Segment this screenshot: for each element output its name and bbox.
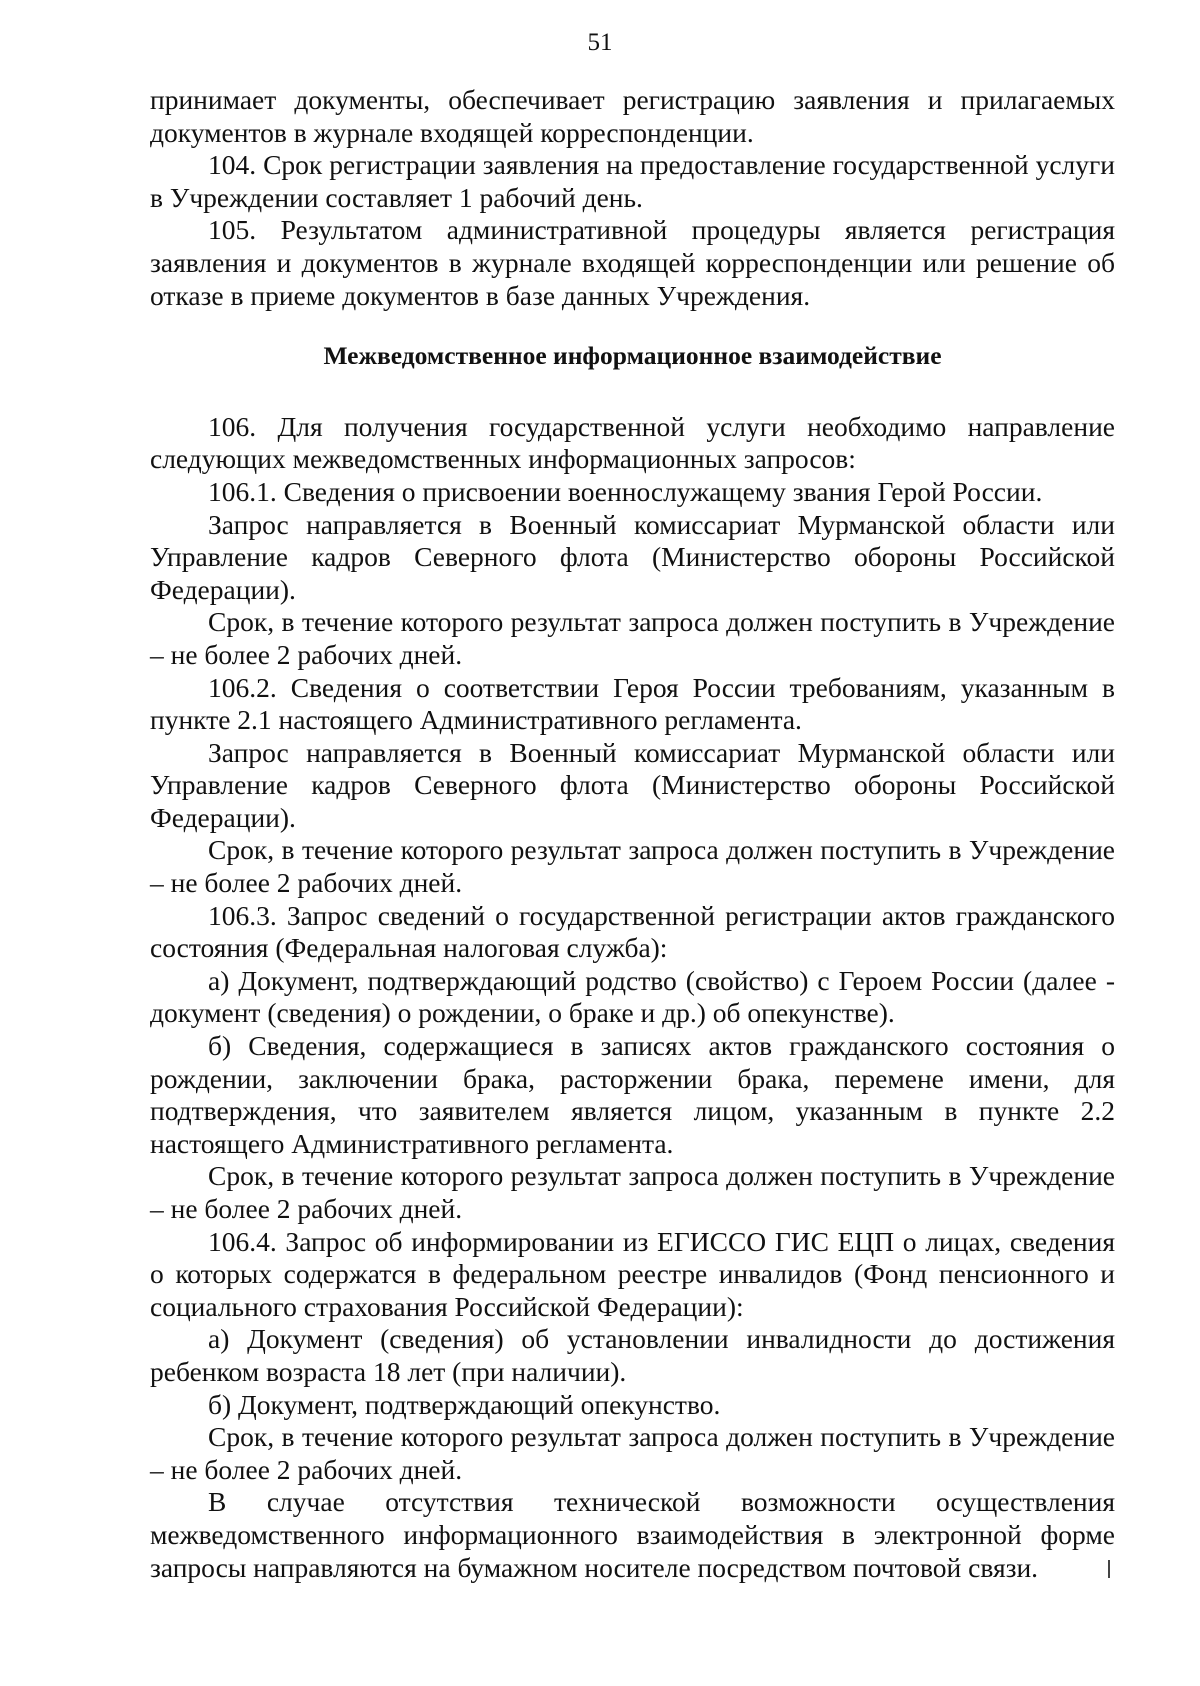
paragraph-106-2: 106.2. Сведения о соответствии Героя России требованиям, указанным в пункте 2.1 настоящего Административного регламента. — [150, 671, 1115, 736]
paragraph-106-2-deadline: Срок, в течение которого результат запроса должен поступить в Учреждение – не более 2 рабочих дней. — [150, 834, 1115, 899]
paragraph-106-3-a: а) Документ, подтверждающий родство (свойство) с Героем России (далее - документ (сведения) о рождении, о браке и др.) об опекунстве). — [150, 964, 1115, 1029]
section-heading: Межведомственное информационное взаимодействие — [323, 341, 942, 371]
document-body — [150, 84, 1115, 1584]
paragraph-106-1: 106.1. Сведения о присвоении военнослужащему звания Герой России. — [208, 475, 1043, 507]
paragraph-105: 105. Результатом административной процедуры является регистрация заявления и документов в журнале входящей корреспонденции или решение об отказе в приеме документов в базе данных Учреждения. — [150, 214, 1115, 311]
paragraph-106-4-b: б) Документ, подтверждающий опекунство. — [208, 1388, 721, 1420]
paragraph-106-4: 106.4. Запрос об информировании из ЕГИССО ГИС ЕЦП о лицах, сведения о которых содержатся в федеральном реестре инвалидов (Фонд пенсионного и социального страхования Российской Федерации): — [150, 1225, 1115, 1322]
page-number: 51 — [587, 29, 613, 56]
paragraph-106-3-deadline: Срок, в течение которого результат запроса должен поступить в Учреждение – не более 2 рабочих дней. — [150, 1160, 1115, 1224]
paragraph-106-3: 106.3. Запрос сведений о государственной регистрации актов гражданского состояния (Федеральная налоговая служба): — [150, 899, 1115, 964]
paragraph-106-1-deadline: Срок, в течение которого результат запроса должен поступить в Учреждение – не более 2 рабочих дней. — [150, 606, 1115, 670]
paragraph-106-4-a: а) Документ (сведения) об установлении инвалидности до достижения ребенком возраста 18 лет (при наличии). — [150, 1323, 1115, 1387]
paragraph-106-2-request: Запрос направляется в Военный комиссариат Мурманской области или Управление кадров Северного флота (Министерство обороны Российской Федерации). — [150, 736, 1115, 833]
paragraph-104: 104. Срок регистрации заявления на предоставление государственной услуги в Учреждении составляет 1 рабочий день. — [150, 149, 1115, 213]
paragraph-106-4-deadline: Срок, в течение которого результат запроса должен поступить в Учреждение – не более 2 рабочих дней. — [150, 1421, 1115, 1485]
paragraph-106: 106. Для получения государственной услуги необходимо направление следующих межведомственных информационных запросов: — [150, 410, 1115, 475]
paragraph-paper-requests: В случае отсутствия технической возможности осуществления межведомственного информационного взаимодействия в электронной форме запросы направляются на бумажном носителе посредством почтовой связи. — [150, 1486, 1115, 1583]
paragraph-106-1-request: Запрос направляется в Военный комиссариат Мурманской области или Управление кадров Северного флота (Министерство обороны Российской Федерации). — [150, 508, 1115, 605]
paragraph-106-3-b: б) Сведения, содержащиеся в записях актов гражданского состояния о рождении, заключении брака, расторжении брака, перемене имени, для подтверждения, что заявителем является лицом, указанным в пункте 2.2 настоящего Административного регламента. — [150, 1030, 1115, 1159]
scan-edge-mark — [1108, 1560, 1110, 1578]
paragraph: принимает документы, обеспечивает регистрацию заявления и прилагаемых документов в журнале входящей корреспонденции. — [150, 84, 1115, 148]
